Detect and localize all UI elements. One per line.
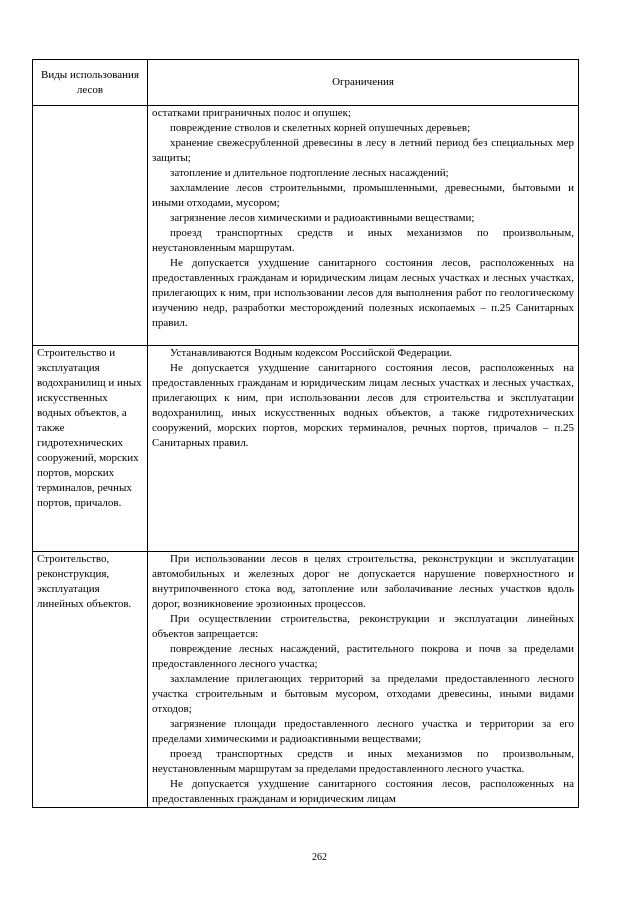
table-row (33, 106, 579, 346)
page-number: 262 (312, 852, 327, 863)
table-row (33, 346, 579, 552)
table-row (33, 552, 579, 808)
restriction-paragraph: захламление прилегающих территорий за пределами предоставленного лесного участка строительным и бытовым мусором, отходами древесины, иными видами отходов; (152, 673, 574, 715)
header-restrictions: Ограничения (148, 60, 579, 106)
restriction-paragraph: затопление и длительное подтопление лесных насаждений; (170, 167, 449, 179)
restriction-paragraph: захламление лесов строительными, промышленными, древесными, бытовыми и иными отходами, мусором; (152, 182, 574, 209)
restriction-paragraph: Не допускается ухудшение санитарного состояния лесов, расположенных на предоставленных гражданам и юридическим лицам лесных участках и лесных участках, прилегающих к ним, при использовании лесов для строительства и эксплуатации водохранилищ, иных искусственных водных объектов, а также гидротехнических сооружений, морских портов, морских терминалов, речных портов, причалов – п.25 Санитарных правил. (152, 362, 574, 449)
restrictions-cell (148, 552, 579, 808)
restriction-paragraph: Устанавливаются Водным кодексом Российской Федерации. (170, 347, 453, 359)
restrictions-cell (148, 346, 579, 552)
usage-cell (33, 552, 148, 808)
restriction-paragraph: повреждение лесных насаждений, растительного покрова и почв за пределами предоставленного лесного участка; (152, 643, 574, 670)
regulations-table (32, 59, 579, 808)
restriction-paragraph: хранение свежесрубленной древесины в лесу в летний период без специальных мер защиты; (152, 137, 574, 164)
usage-cell (33, 346, 148, 552)
restriction-paragraph: При использовании лесов в целях строительства, реконструкции и эксплуатации автомобильных и железных дорог не допускается нарушение поверхностного и внутрипочвенного стока вод, затопление или заболачивание лесных участков вдоль дорог, возникновение эрозионных процессов. (152, 553, 574, 610)
table-header-row (33, 60, 579, 106)
header-kinds-of-forest-use: Виды использования лесов (33, 60, 148, 106)
usage-cell (33, 106, 148, 346)
restriction-paragraph: остатками приграничных полос и опушек; (152, 107, 352, 119)
restriction-paragraph: проезд транспортных средств и иных механизмов по произвольным, неустановленным маршрутам за пределами предоставленного лесного участка. (152, 748, 574, 775)
restrictions-cell (148, 106, 579, 346)
usage-text: Строительство, реконструкция, эксплуатация линейных объектов. (37, 553, 132, 610)
restriction-paragraph: повреждение стволов и скелетных корней опушечных деревьев; (170, 122, 471, 134)
restriction-paragraph: загрязнение лесов химическими и радиоактивными веществами; (170, 212, 475, 224)
restriction-paragraph: Не допускается ухудшение санитарного состояния лесов, расположенных на предоставленных гражданам и юридическим лицам (152, 778, 574, 805)
restriction-paragraph: проезд транспортных средств и иных механизмов по произвольным, неустановленным маршрутам. (152, 227, 574, 254)
restriction-paragraph: При осуществлении строительства, реконструкции и эксплуатации линейных объектов запрещается: (152, 613, 574, 640)
restriction-paragraph: Не допускается ухудшение санитарного состояния лесов, расположенных на предоставленных гражданам и юридическим лицам лесных участках и лесных участках, прилегающих к ним, при использовании лесов для выполнения работ по геологическому изучению недр, разработки месторождений полезных ископаемых – п.25 Санитарных правил. (152, 257, 574, 329)
restriction-paragraph: загрязнение площади предоставленного лесного участка и территории за его пределами химическими и радиоактивными веществами; (152, 718, 574, 745)
usage-text: Строительство и эксплуатация водохранилищ и иных искусственных водных объектов, а также гидротехнических сооружений, морских портов, морских терминалов, речных портов, причалов. (37, 347, 142, 509)
